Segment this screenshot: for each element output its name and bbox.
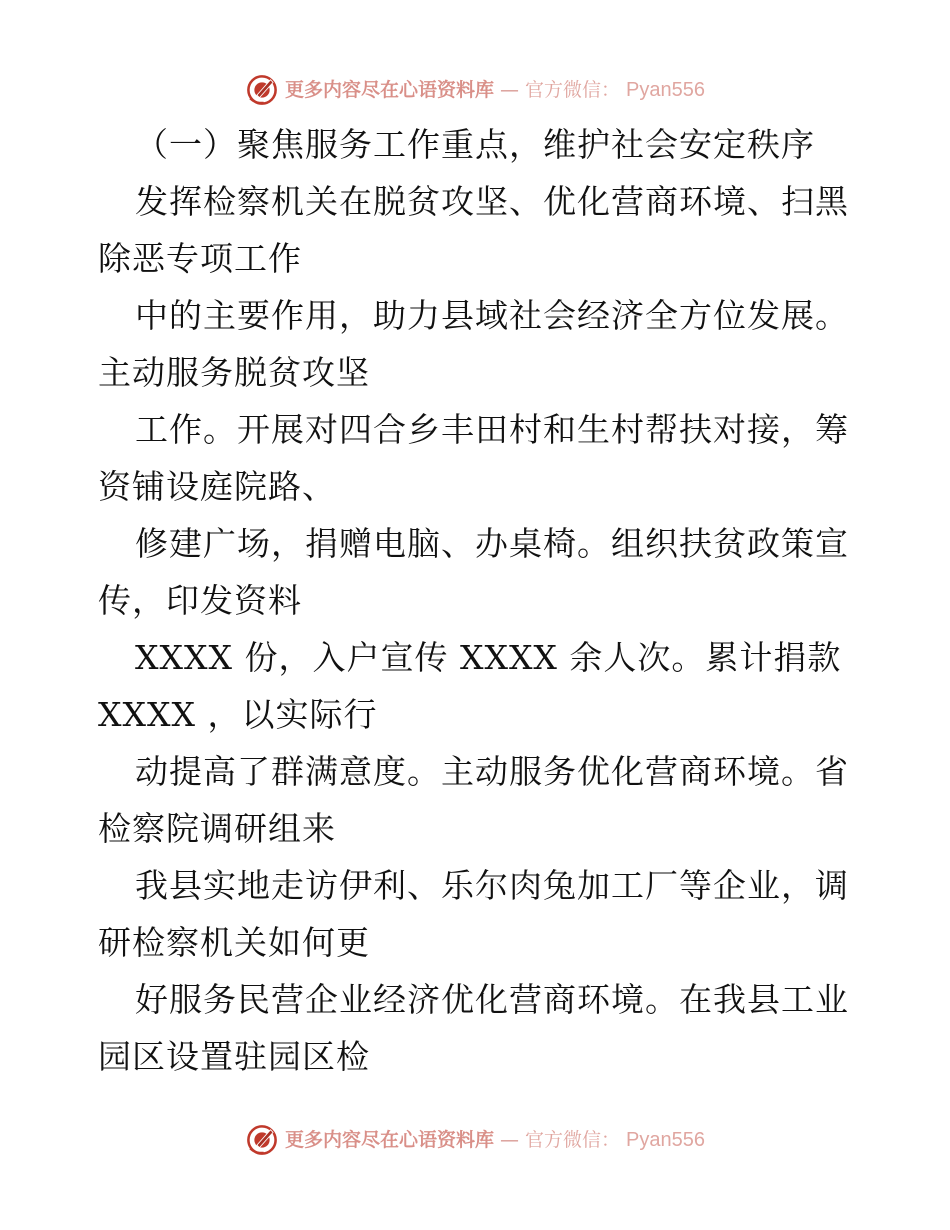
paragraph-line: XXXX ，以实际行 bbox=[98, 695, 378, 734]
paragraph-line: 工作。开展对四合乡丰田村和生村帮扶对接，筹 bbox=[135, 410, 849, 449]
banner-site-text: 更多内容尽在心语资料库 bbox=[285, 78, 495, 101]
banner-separator: — bbox=[500, 78, 520, 101]
paragraph-line: 动提高了群满意度。主动服务优化营商环境。省 bbox=[135, 752, 849, 791]
footer-banner bbox=[0, 1120, 950, 1160]
banner-site-text: 更多内容尽在心语资料库 bbox=[285, 1128, 495, 1151]
banner-wechat-label: 官方微信： bbox=[525, 78, 621, 101]
paragraph-line: 资铺设庭院路、 bbox=[98, 467, 336, 506]
banner-wechat-id: Pyan556 bbox=[626, 79, 705, 101]
paragraph-line: 主动服务脱贫攻坚 bbox=[98, 353, 370, 392]
paragraph-line: 我县实地走访伊利、乐尔肉兔加工厂等企业，调 bbox=[135, 866, 849, 905]
paragraph-line: 好服务民营企业经济优化营商环境。在我县工业 bbox=[135, 980, 849, 1019]
paragraph-line: 修建广场，捐赠电脑、办桌椅。组织扶贫政策宣 bbox=[135, 524, 849, 563]
paragraph-line: 检察院调研组来 bbox=[98, 809, 336, 848]
paragraph-line: 发挥检察机关在脱贫攻坚、优化营商环境、扫黑 bbox=[135, 182, 849, 221]
banner-wechat-id: Pyan556 bbox=[626, 1129, 705, 1151]
paragraph-line: 研检察机关如何更 bbox=[98, 923, 370, 962]
paragraph-line: 园区设置驻园区检 bbox=[98, 1037, 370, 1076]
logo-icon bbox=[245, 1123, 279, 1157]
document-body bbox=[98, 116, 858, 1085]
paragraph-line: 传，印发资料 bbox=[98, 581, 302, 620]
logo-icon bbox=[245, 73, 279, 107]
paragraph-line: XXXX 份，入户宣传 XXXX 余人次。累计捐款 bbox=[135, 638, 842, 677]
header-banner bbox=[0, 70, 950, 110]
section-heading: （一）聚焦服务工作重点，维护社会安定秩序 bbox=[135, 125, 815, 164]
banner-separator: — bbox=[500, 1128, 520, 1151]
banner-wechat-label: 官方微信： bbox=[525, 1128, 621, 1151]
paragraph-line: 中的主要作用，助力县域社会经济全方位发展。 bbox=[135, 296, 849, 335]
paragraph-line: 除恶专项工作 bbox=[98, 239, 302, 278]
